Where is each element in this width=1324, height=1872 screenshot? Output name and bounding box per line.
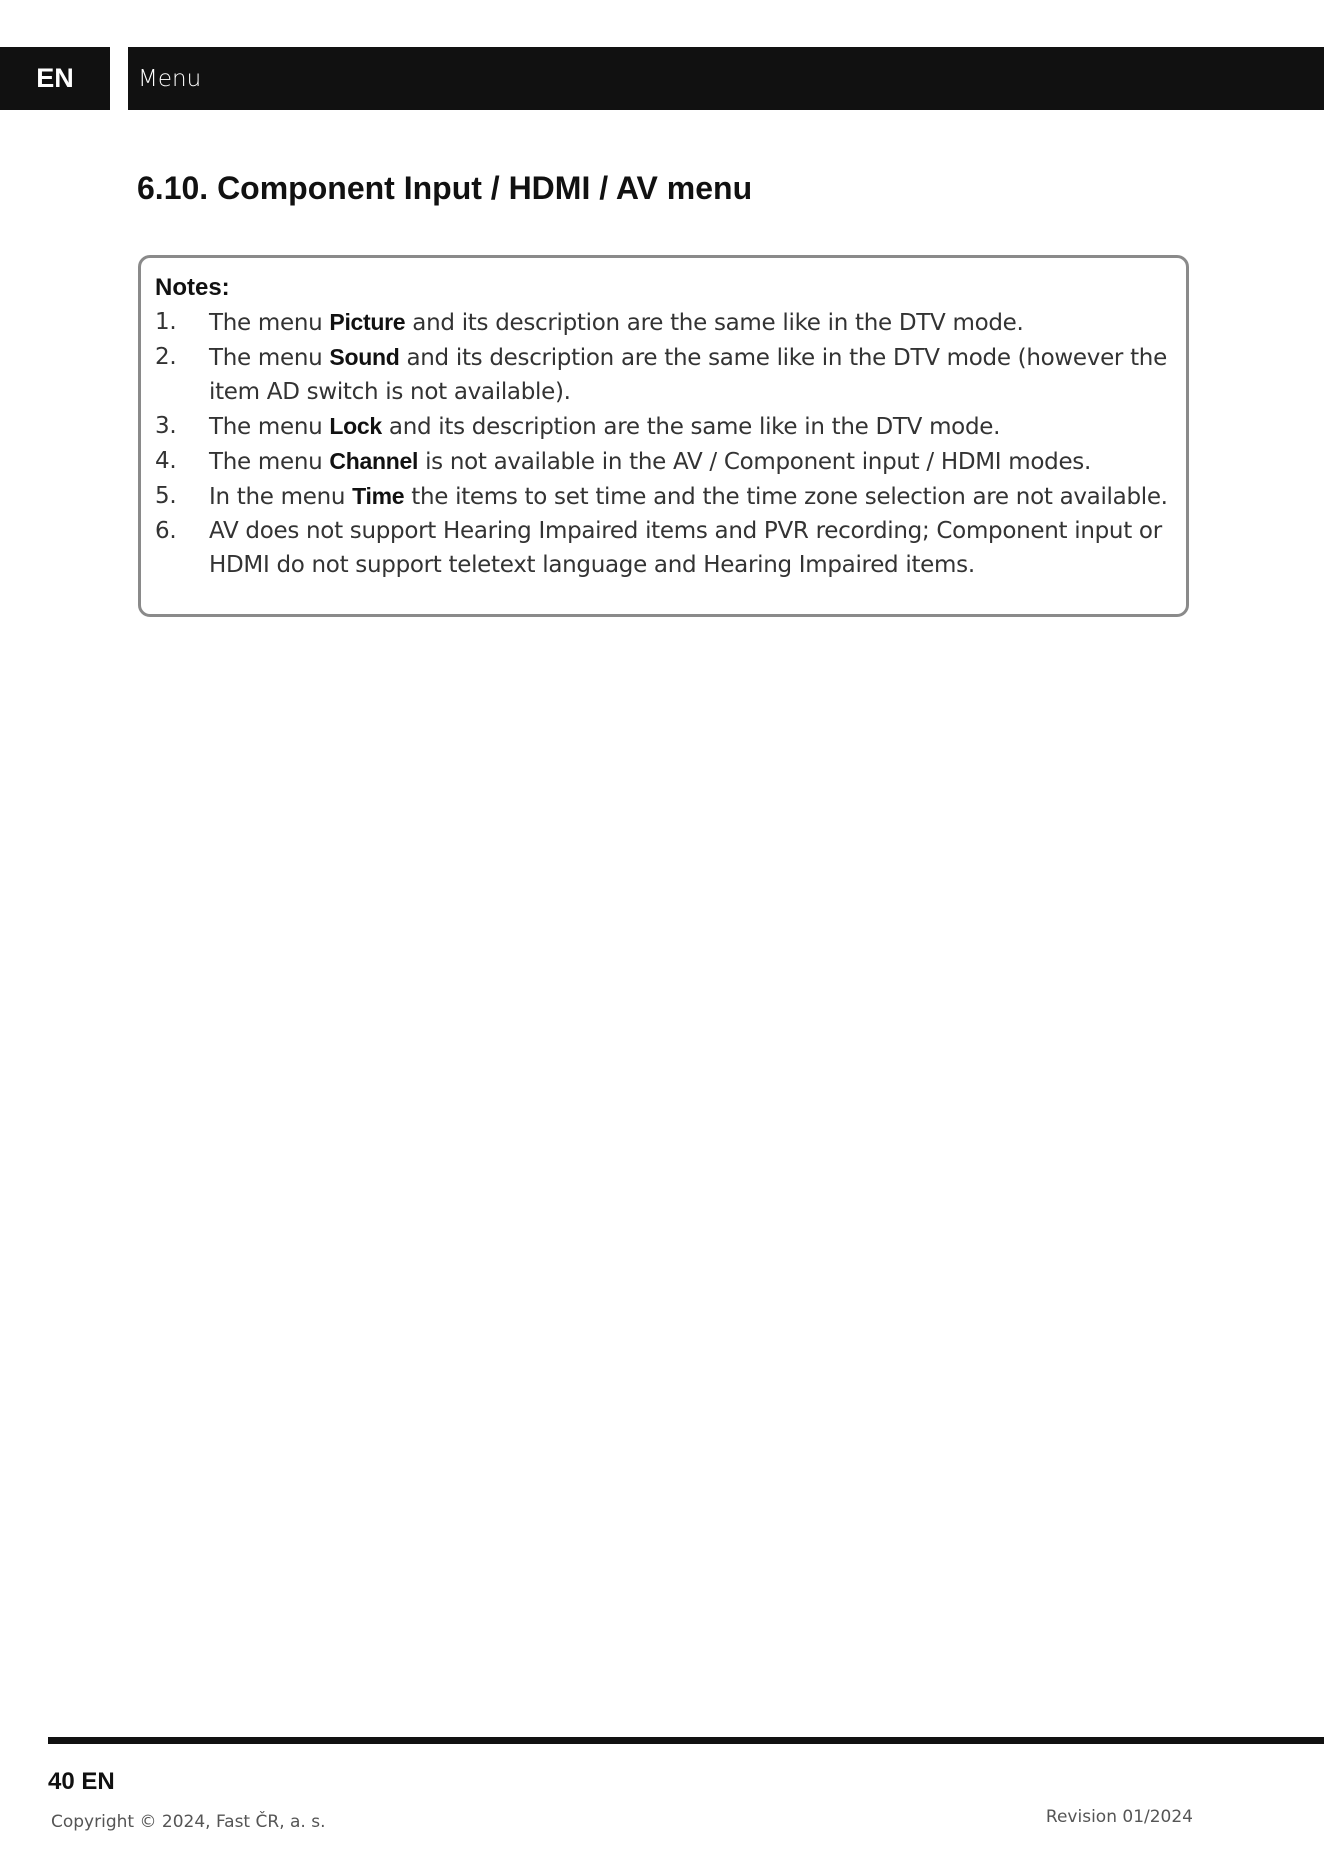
menu-name: Sound [329,344,400,370]
menu-name: Picture [329,309,406,335]
note-item [155,479,1172,514]
notes-box [138,255,1189,617]
language-badge [0,47,110,110]
note-number: 6. [155,518,177,544]
section-name: Menu [138,65,202,92]
note-item [155,444,1172,479]
note-text: In the menu Time the items to set time and the time zone selection are not available. [209,483,1168,510]
revision-label: Revision 01/2024 [1045,1807,1193,1827]
language-code: EN [36,63,74,93]
note-number: 4. [155,448,177,474]
footer-rule [48,1737,1324,1744]
header-bar [128,47,1324,110]
section-title: 6.10. Component Input / HDMI / AV menu [137,170,753,206]
notes-heading: Notes: [155,274,230,301]
note-item [155,409,1172,444]
note-text: The menu Picture and its description are the same like in the DTV mode. [209,309,1024,336]
notes-list [155,305,1172,582]
note-item [155,340,1172,409]
note-text: AV does not support Hearing Impaired items and PVR recording; Component input or HDMI do not support teletext language and Hearing Impaired items. [209,518,1162,578]
note-number: 3. [155,413,177,439]
menu-name: Channel [329,448,419,474]
note-item [155,305,1172,340]
menu-name: Lock [329,413,382,439]
note-number: 5. [155,483,177,509]
note-number: 2. [155,344,177,370]
page-number: 40 EN [48,1768,115,1795]
note-text: The menu Channel is not available in the AV / Component input / HDMI modes. [209,448,1092,475]
note-text: The menu Lock and its description are the same like in the DTV mode. [209,413,1001,440]
note-text: The menu Sound and its description are the same like in the DTV mode (however the item AD switch is not available). [209,344,1167,405]
note-number: 1. [155,309,177,335]
copyright-notice: Copyright © 2024, Fast ČR, a. s. [51,1812,326,1832]
menu-name: Time [352,483,405,509]
note-item [155,514,1172,582]
